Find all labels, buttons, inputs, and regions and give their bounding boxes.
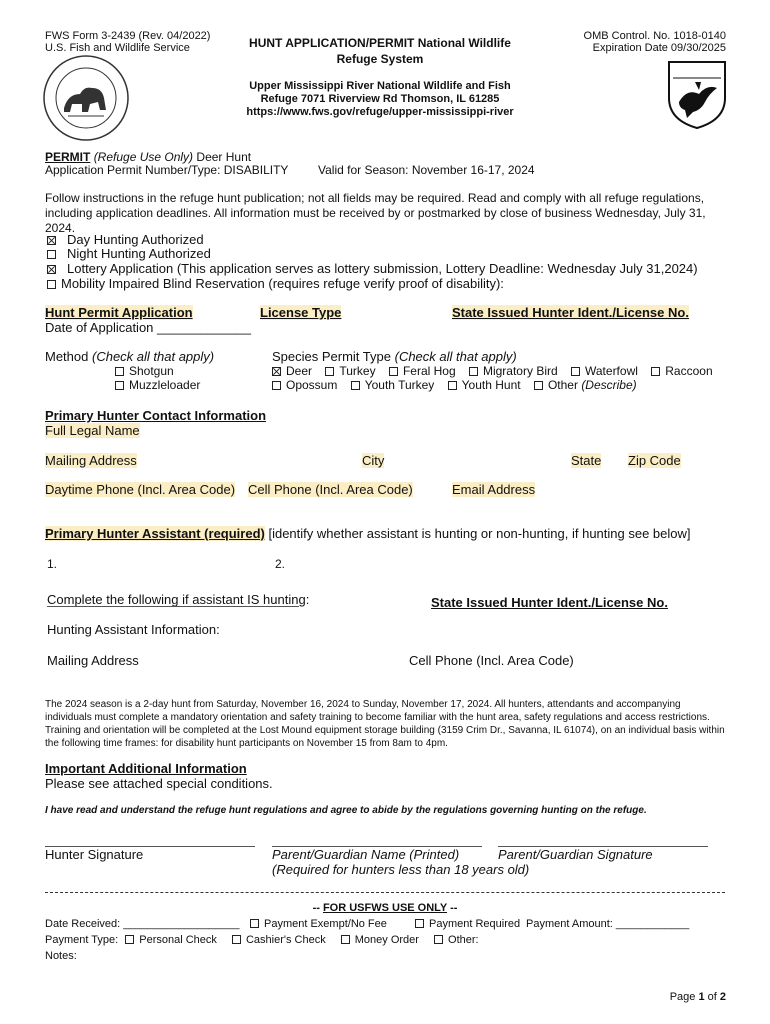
opossum-checkbox[interactable]	[272, 381, 281, 390]
refuge-address: Refuge 7071 Riverview Rd Thomson, IL 61285	[260, 93, 500, 105]
date-received-field[interactable]: Date Received: ___________________	[45, 918, 240, 930]
agreement-statement: I have read and understand the refuge hunt regulations and agree to abide by the regulations governing hunting on the refuge.	[45, 805, 647, 816]
email-address-field[interactable]: Email Address	[452, 482, 536, 497]
lottery-checkbox[interactable]	[47, 265, 56, 274]
cashiers-check-checkbox[interactable]	[232, 935, 241, 944]
permit-valid-season: Valid for Season: November 16-17, 2024	[318, 163, 535, 177]
usfws-use-only: FOR USFWS USE ONLY	[322, 902, 448, 914]
youth-hunt-checkbox[interactable]	[448, 381, 457, 390]
daytime-phone-field[interactable]: Daytime Phone (Incl. Area Code)	[45, 482, 236, 497]
deer-checkbox[interactable]	[272, 367, 281, 376]
permit-use-only: (Refuge Use Only)	[93, 150, 194, 164]
mailing-address-field[interactable]: Mailing Address	[45, 453, 137, 468]
cell-phone-field[interactable]: Cell Phone (Incl. Area Code)	[248, 482, 413, 497]
hunter-signature-label: Hunter Signature	[45, 847, 144, 862]
assistant-info[interactable]: Hunting Assistant Information:	[47, 622, 220, 637]
raccoon-checkbox[interactable]	[651, 367, 660, 376]
assistant-slot-1[interactable]: 1.	[47, 557, 58, 571]
other-payment[interactable]: Other:	[434, 934, 479, 946]
feral-hog-checkbox[interactable]	[389, 367, 398, 376]
species-youth-turkey[interactable]: Youth Turkey	[351, 378, 435, 392]
migratory-bird-checkbox[interactable]	[469, 367, 478, 376]
state-field[interactable]: State	[571, 453, 602, 468]
payment-exempt[interactable]: Payment Exempt/No Fee	[250, 918, 387, 930]
assistant-mailing[interactable]: Mailing Address	[47, 653, 139, 668]
instructions: Follow instructions in the refuge hunt publication; not all fields may be required. Read and comply with all refuge regulations, including application deadlines. All information must be received by or postmarked by close of business Wednesday, July 31, 2024.	[45, 191, 706, 235]
assistant-slot-2[interactable]: 2.	[275, 557, 286, 571]
assistant-heading[interactable]: Primary Hunter Assistant (required)	[45, 526, 265, 541]
shotgun-checkbox[interactable]	[115, 367, 124, 376]
species-row-1	[272, 364, 713, 378]
zip-code-field[interactable]: Zip Code	[628, 453, 681, 468]
refuge-url[interactable]: https://www.fws.gov/refuge/upper-mississippi-river	[246, 106, 514, 118]
form-number: FWS Form 3-2439 (Rev. 04/2022)	[45, 30, 211, 42]
species-migratory-bird[interactable]: Migratory Bird	[469, 364, 558, 378]
method-shotgun[interactable]: Shotgun	[115, 364, 174, 378]
species-turkey[interactable]: Turkey	[325, 364, 375, 378]
assistant-state-license[interactable]: State Issued Hunter Ident./License No.	[431, 595, 668, 610]
office-banner: -- FOR USFWS USE ONLY --	[312, 902, 458, 914]
cashiers-check[interactable]: Cashier's Check	[232, 934, 326, 946]
payment-required-checkbox[interactable]	[415, 919, 424, 928]
important-heading: Important Additional Information	[45, 761, 247, 776]
waterfowl-checkbox[interactable]	[571, 367, 580, 376]
hunt-permit-application-field[interactable]: Hunt Permit Application	[45, 305, 193, 320]
expiration-date: Expiration Date 09/30/2025	[592, 42, 726, 54]
guardian-signature-label: Parent/Guardian Signature	[498, 847, 653, 862]
city-field[interactable]: City	[362, 453, 385, 468]
species-youth-hunt[interactable]: Youth Hunt	[448, 378, 521, 392]
method-muzzleloader[interactable]: Muzzleloader	[115, 378, 200, 392]
turkey-checkbox[interactable]	[325, 367, 334, 376]
permit-line	[45, 150, 251, 164]
species-other[interactable]: Other (Describe)	[534, 378, 637, 392]
form-title-2: Refuge System	[336, 52, 424, 66]
species-waterfowl[interactable]: Waterfowl	[571, 364, 638, 378]
option-lottery[interactable]: Lottery Application (This application serves as lottery submission, Lottery Deadline: Wednesday July 31,2024)	[47, 261, 698, 276]
species-opossum[interactable]: Opossum	[272, 378, 337, 392]
permit-label: PERMIT	[45, 150, 91, 164]
season-description: The 2024 season is a 2-day hunt from Saturday, November 16, 2024 to Sunday, November 17, 2024. All hunters, attendants and accompanying individuals must complete a mandatory orientation and safety training to become familiar with the hunt area, safety regulations and access restrictions. Training and orientation will be completed at the Lost Mound equipment storage building (3159 Crim Dr., Savanna, IL 61074), on an individual basis within the following time frames: for disability hunt participants on November 15 from 8am to 4pm.	[45, 699, 725, 749]
refuge-name: Upper Mississippi River National Wildlife and Fish	[249, 80, 511, 92]
other-payment-checkbox[interactable]	[434, 935, 443, 944]
species-heading: Species Permit Type (Check all that apply)	[272, 349, 517, 364]
species-raccoon[interactable]: Raccoon	[651, 364, 712, 378]
assistant-heading-line: Primary Hunter Assistant (required) [identify whether assistant is hunting or non-hunting, if hunting see below]	[45, 526, 691, 541]
mobility-blind-checkbox[interactable]	[47, 280, 56, 289]
primary-hunter-heading: Primary Hunter Contact Information	[45, 408, 267, 423]
permit-number-type: Application Permit Number/Type: DISABILITY	[45, 163, 289, 177]
state-license-field[interactable]: State Issued Hunter Ident./License No.	[452, 305, 689, 320]
interior-seal-icon	[42, 54, 130, 142]
other-species-checkbox[interactable]	[534, 381, 543, 390]
species-feral-hog[interactable]: Feral Hog	[389, 364, 456, 378]
assistant-complete-if: Complete the following if assistant IS hunting:	[47, 592, 310, 607]
full-legal-name-field[interactable]: Full Legal Name	[45, 423, 140, 438]
omb-control: OMB Control. No. 1018-0140	[583, 30, 726, 42]
page-indicator: Page 1 of 2	[669, 991, 726, 1003]
youth-turkey-checkbox[interactable]	[351, 381, 360, 390]
guardian-note: (Required for hunters less than 18 years old)	[272, 862, 530, 877]
species-row-2	[272, 378, 637, 392]
permit-hunt: Deer Hunt	[196, 150, 252, 164]
payment-type-row: Payment Type: Personal Check Cashier's Check Money Order Other:	[45, 934, 479, 946]
payment-amount-field[interactable]: Payment Amount: ____________	[526, 918, 690, 930]
night-hunting-checkbox[interactable]	[47, 250, 56, 259]
fws-shield-icon	[665, 58, 729, 130]
option-day-hunting[interactable]: Day Hunting Authorized	[47, 232, 204, 247]
date-of-application-field[interactable]: Date of Application _____________	[45, 320, 252, 335]
assistant-cell[interactable]: Cell Phone (Incl. Area Code)	[409, 653, 574, 668]
money-order[interactable]: Money Order	[341, 934, 419, 946]
guardian-name-label: Parent/Guardian Name (Printed)	[272, 847, 460, 862]
day-hunting-checkbox[interactable]	[47, 236, 56, 245]
license-type-field[interactable]: License Type	[260, 305, 342, 320]
species-deer[interactable]: Deer	[272, 364, 312, 378]
personal-check-checkbox[interactable]	[125, 935, 134, 944]
method-heading: Method (Check all that apply)	[45, 349, 215, 364]
complete-if-underline	[47, 606, 299, 607]
important-text: Please see attached special conditions.	[45, 776, 273, 791]
payment-required[interactable]: Payment Required	[415, 918, 520, 930]
form-title-1: HUNT APPLICATION/PERMIT National Wildlife	[249, 36, 511, 50]
agency-name: U.S. Fish and Wildlife Service	[45, 42, 190, 54]
payment-exempt-checkbox[interactable]	[250, 919, 259, 928]
money-order-checkbox[interactable]	[341, 935, 350, 944]
notes-field[interactable]: Notes:	[45, 950, 77, 962]
office-divider	[45, 892, 725, 893]
option-mobility-blind[interactable]: Mobility Impaired Blind Reservation (requires refuge verify proof of disability):	[47, 276, 504, 291]
option-night-hunting[interactable]: Night Hunting Authorized	[47, 246, 211, 261]
muzzleloader-checkbox[interactable]	[115, 381, 124, 390]
personal-check[interactable]: Personal Check	[125, 934, 217, 946]
